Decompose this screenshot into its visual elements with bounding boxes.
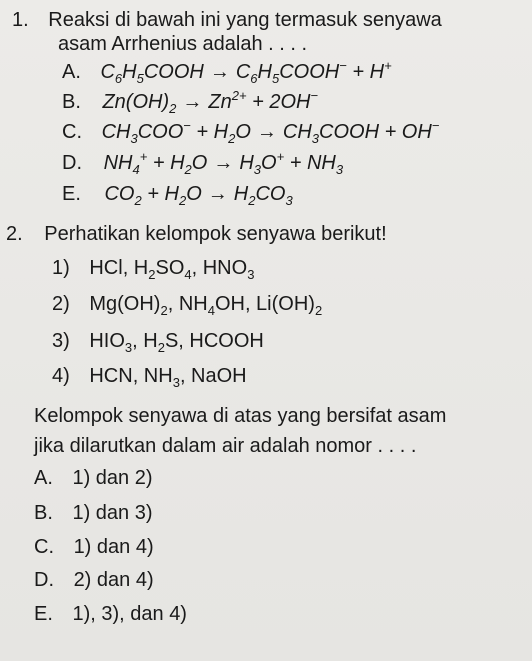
q2-choice-d-letter: D.: [34, 569, 54, 591]
q1-option-d[interactable]: [62, 151, 343, 175]
q1-option-d-equation: $NH_4^+ + H_2O \to H_3O^+ + NH_3$: [103, 149, 344, 177]
q2-choice-d[interactable]: [34, 568, 154, 592]
q2-choice-c-text: 1) dan 4): [73, 536, 154, 558]
q2-choice-b-letter: B.: [34, 502, 53, 524]
q1-stem-line1: Reaksi di bawah ini yang termasuk senyawa: [48, 9, 442, 31]
q2-question-line1: Kelompok senyawa di atas yang bersifat asam: [34, 405, 447, 427]
q1-option-e-letter: E.: [62, 183, 81, 205]
q2-heading: [6, 222, 387, 246]
q1-option-e[interactable]: [62, 182, 293, 206]
q2-group-1-number: 1): [52, 257, 70, 279]
q2-choice-e-letter: E.: [34, 603, 53, 625]
q1-stem-line2: asam Arrhenius adalah . . . .: [58, 33, 308, 55]
q1-option-b-letter: B.: [62, 91, 81, 113]
q2-choice-c-letter: C.: [34, 536, 54, 558]
q2-group-4: [52, 364, 247, 388]
q1-option-e-equation: $CO_2 + H_2O \to H_2CO_3$: [104, 183, 293, 208]
q2-choice-a-text: 1) dan 2): [72, 467, 153, 489]
q2-question-line2: jika dilarutkan dalam air adalah nomor . . . .: [34, 435, 417, 457]
q1-option-c-equation: $CH_3COO^- + H_2O$ → $CH_3COOH + OH^-$: [101, 118, 440, 146]
q2-group-2-formulas: $Mg(OH)_2$, $NH_4OH$, $Li(OH)_2$: [89, 293, 323, 318]
q2-choice-b[interactable]: [34, 501, 153, 525]
q2-group-4-formulas: HCN, $NH_3$, NaOH: [89, 365, 247, 390]
q2-group-4-number: 4): [52, 365, 70, 387]
q2-group-2-number: 2): [52, 293, 70, 315]
q2-group-3-formulas: $HIO_3$, $H_2S$, HCOOH: [89, 330, 264, 355]
q2-number: 2.: [6, 223, 23, 245]
q1-option-c[interactable]: [62, 120, 439, 144]
q1-option-a-equation: $C_6H_5COOH$ → $C_6H_5COOH^- + H^+$: [100, 58, 392, 86]
q2-group-3: [52, 329, 264, 353]
q1-option-a[interactable]: [62, 60, 392, 84]
q1-heading: [12, 8, 442, 32]
q2-group-2: [52, 292, 322, 316]
q2-group-1-formulas: HCl, $H_2SO_4$, $HNO_3$: [89, 257, 255, 282]
q2-choice-e[interactable]: [34, 602, 187, 626]
q2-choice-e-text: 1), 3), dan 4): [72, 603, 187, 625]
q2-choice-a[interactable]: [34, 466, 153, 490]
q2-stem: Perhatikan kelompok senyawa berikut!: [44, 223, 387, 245]
q1-option-b-equation: $Zn(OH)_2 \to Zn^{2+} + 2OH^-$: [102, 88, 319, 116]
q2-group-1: [52, 256, 254, 280]
q1-number: 1.: [12, 9, 29, 31]
q1-option-a-letter: A.: [62, 61, 81, 83]
q2-choice-c[interactable]: [34, 535, 154, 559]
q2-choice-a-letter: A.: [34, 467, 53, 489]
q1-option-d-letter: D.: [62, 152, 82, 174]
q1-option-c-letter: C.: [62, 121, 82, 143]
q2-group-3-number: 3): [52, 330, 70, 352]
q1-option-b[interactable]: [62, 90, 318, 114]
q2-choice-b-text: 1) dan 3): [72, 502, 153, 524]
q2-choice-d-text: 2) dan 4): [73, 569, 154, 591]
